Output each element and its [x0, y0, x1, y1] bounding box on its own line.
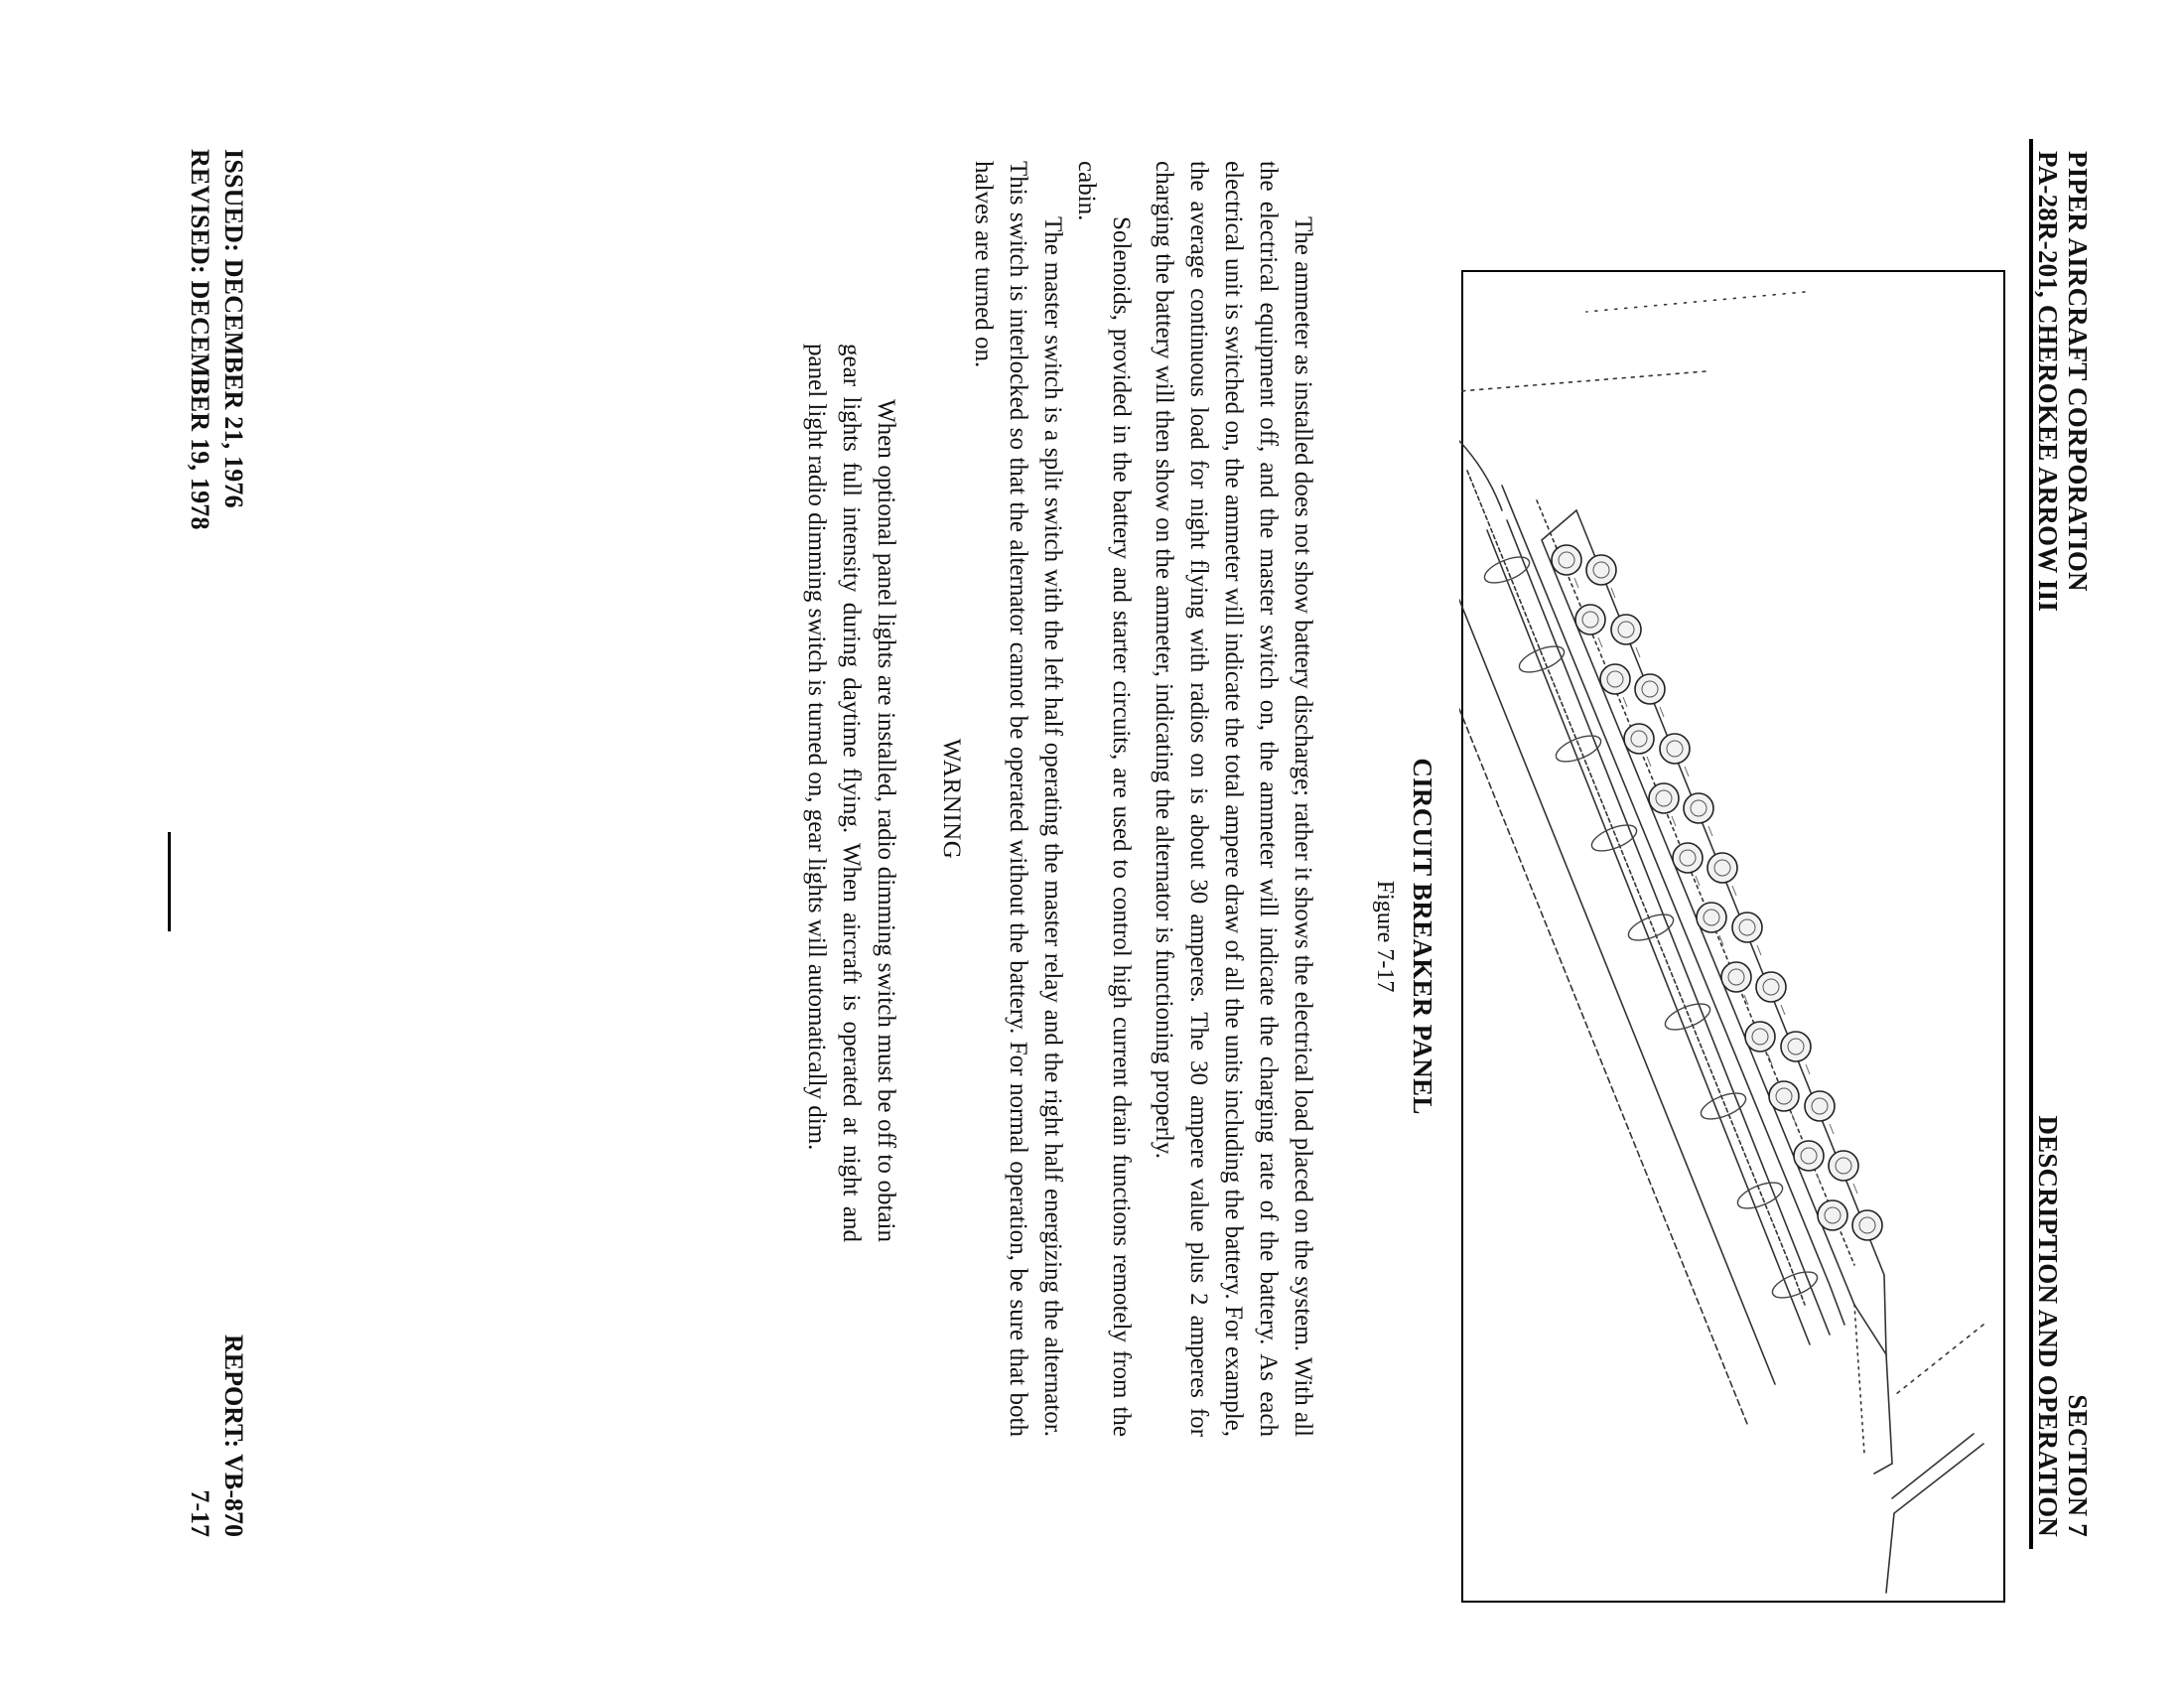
circuit-breaker-panel-drawing — [1459, 272, 2003, 1605]
paragraph-master-switch: The master switch is a split switch with the left half operating the master relay and the right half energizing the alternator. This switch is interlocked so that the alternator cannot be operated without the battery. For normal operation, be sure that both halves are turned on. — [970, 161, 1066, 1437]
footer-report — [183, 1335, 250, 1537]
header-rule — [2029, 139, 2033, 1549]
company-name: PIPER AIRCRAFT CORPORATION — [2063, 151, 2093, 592]
figure-number: Figure 7-17 — [1372, 880, 1398, 993]
page-number: 7-17 — [186, 1489, 214, 1537]
section-number: SECTION 7 — [2063, 1394, 2093, 1537]
header-left — [2033, 151, 2093, 612]
report-number: REPORT: VB-870 — [219, 1335, 248, 1537]
footer-rule — [168, 832, 171, 931]
header-right — [2033, 1115, 2093, 1537]
revised-date: REVISED: DECEMBER 19, 1978 — [186, 149, 214, 530]
issued-date: ISSUED: DECEMBER 21, 1976 — [219, 149, 248, 508]
figure-frame — [1461, 270, 2005, 1603]
section-title: DESCRIPTION AND OPERATION — [2033, 1115, 2063, 1537]
aircraft-model: PA-28R-201, CHEROKEE ARROW III — [2033, 151, 2063, 613]
warning-text: When optional panel lights are installed, radio dimming switch must be off to obtain gear lights full intensity during daytime flying. When aircraft is operated at night and panel light radio dimming switch is turned on, gear lights will automatically dim. — [803, 344, 899, 1242]
paragraph-ammeter: The ammeter as installed does not show battery discharge; rather it shows the electrical load placed on the system. With all the electrical equipment off, and the master switch on, the ammeter will indicate the charging rate of the battery. As each electrical unit is switched on, the ammeter will indicate the total ampere draw of all the units including the battery. For example, the average continuous load for night flying with radios on is about 30 amperes. The 30 ampere value plus 2 amperes for charging the battery will then show on the ammeter, indicating the alternator is functioning properly. — [1151, 161, 1316, 1437]
figure-title: CIRCUIT BREAKER PANEL — [1408, 758, 1437, 1115]
paragraph-solenoids: Solenoids, provided in the battery and starter circuits, are used to control high current drain functions remotely from the cabin. — [1073, 161, 1135, 1437]
footer-dates — [183, 149, 250, 530]
warning-heading: WARNING — [938, 738, 965, 860]
